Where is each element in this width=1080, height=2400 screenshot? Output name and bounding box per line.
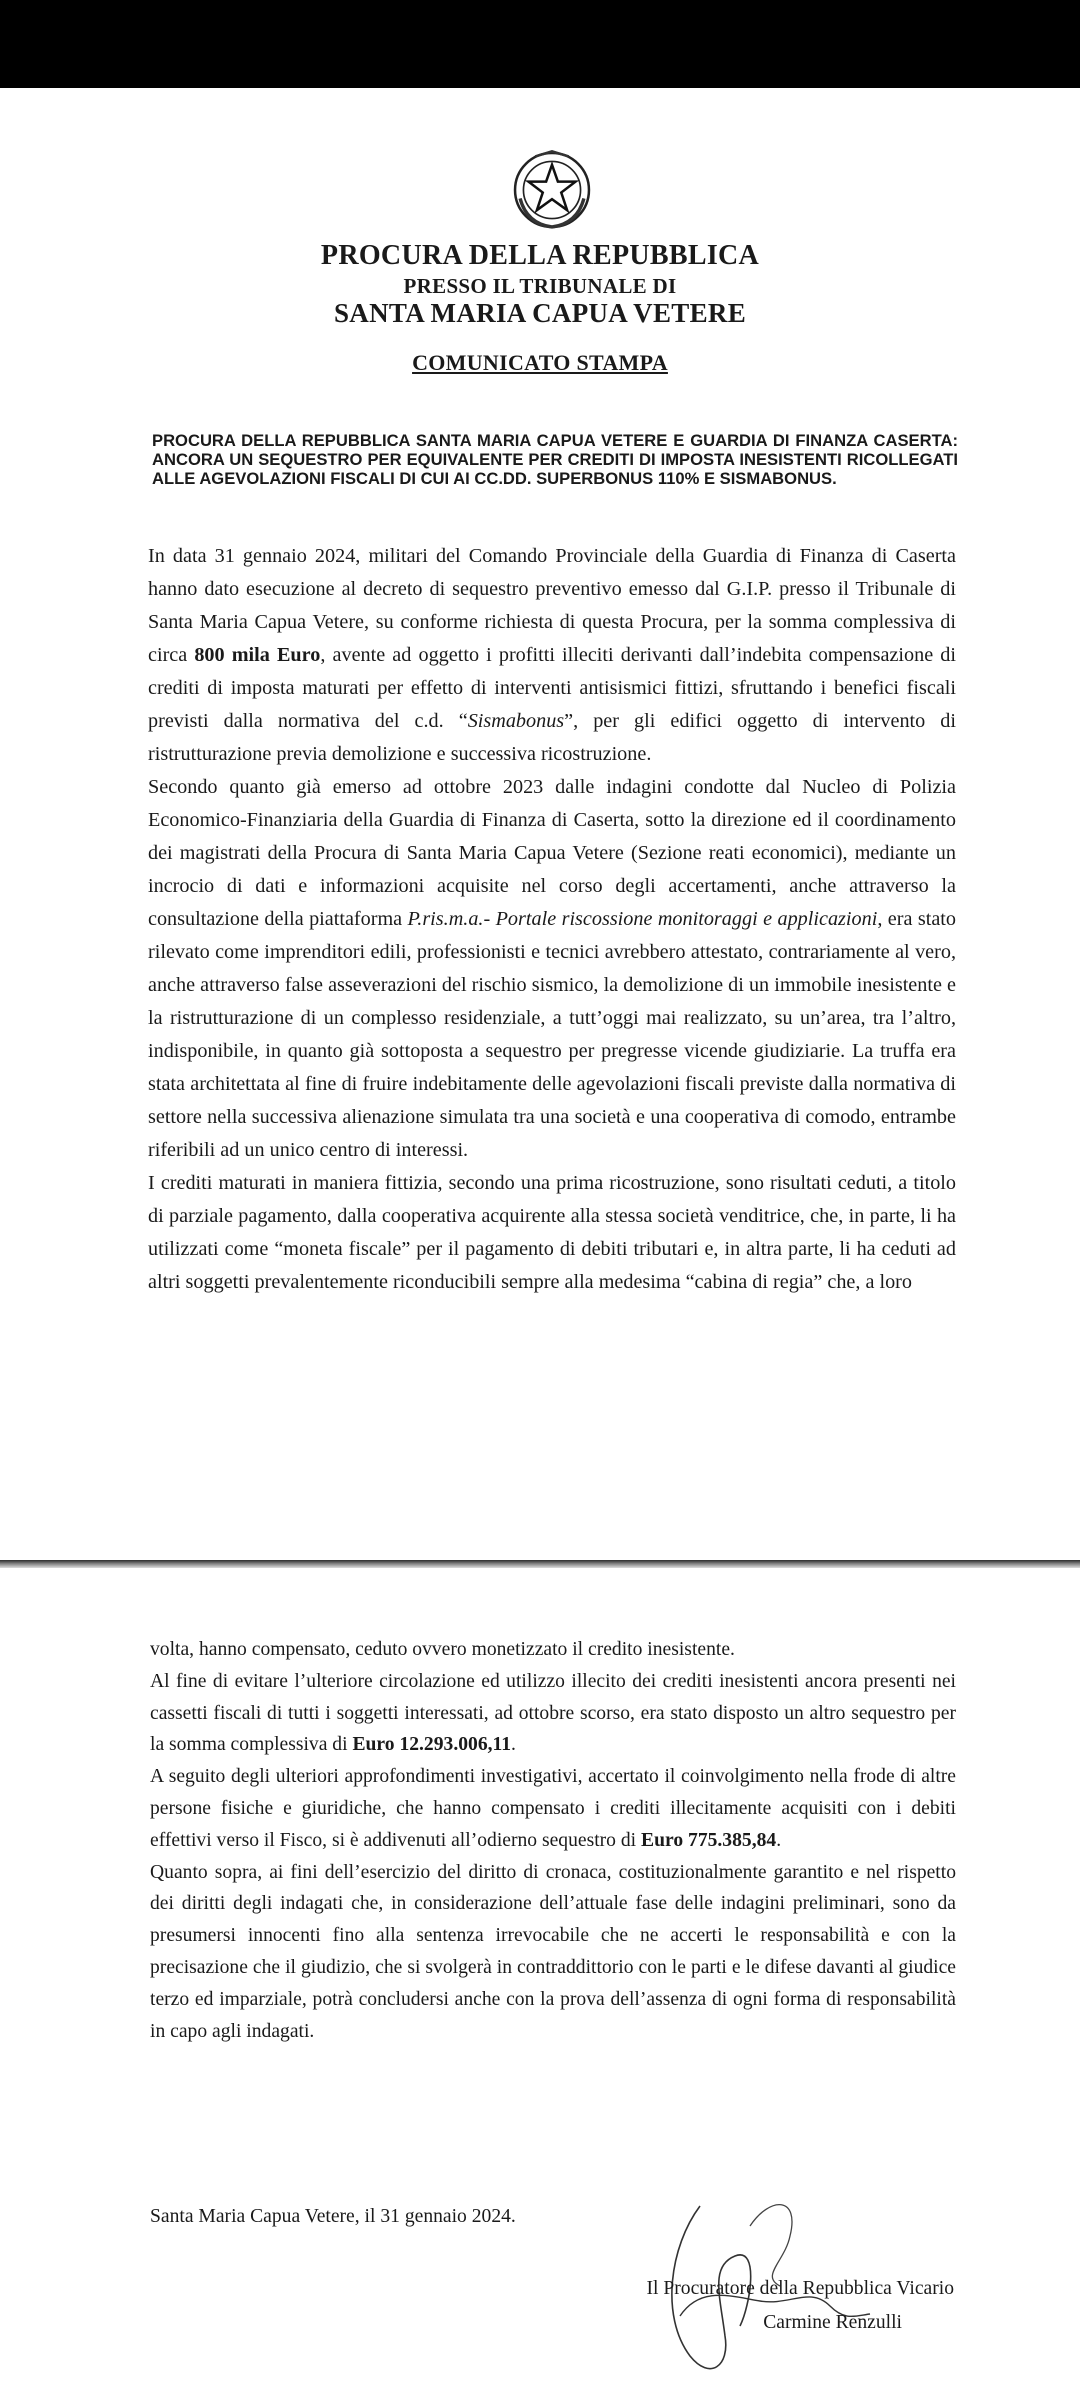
amount-highlight: Euro 775.385,84 — [641, 1829, 777, 1851]
paragraph-6: Quanto sopra, ai fini dell’esercizio del diritto di cronaca, costituzionalmente garantito e nel rispetto dei diritti degli indagati che, in considerazione dell’attuale fase delle indagini preliminari, sono da presumersi innocenti fino alla sentenza irrevocabile che ne accerti le responsabilità e con la precisazione che il giudizio, che si svolgerà in contraddittorio con le parti e le difese davanti al giudice terzo ed imparziale, potrà concludersi anche con la prova dell’assenza di ogni forma di responsabilità in capo agli indagati. — [150, 1861, 956, 2042]
page-separator — [0, 1560, 1080, 1568]
document-page-2 — [0, 1568, 1080, 2400]
paragraph-1: In data 31 gennaio 2024, militari del Comando Provinciale della Guardia di Finanza di Caserta hanno dato esecuzione al decreto di sequestro preventivo emesso dal G.I.P. presso il Tribunale di Santa Maria Capua Vetere, su conforme richiesta di questa Procura, per la somma complessiva di circa 800 mila Euro, avente ad oggetto i profitti illeciti derivanti dall’indebita compensazione di crediti di imposta maturati per effetto di interventi antisismici fittizi, sfruttando i benefici fiscali previsti dalla normativa del c.d. “Sismabonus”, per gli edifici oggetto di intervento di ristrutturazione previa demolizione e successiva ricostruzione. — [148, 545, 956, 765]
body-text-page-1 — [148, 540, 956, 1299]
paragraph-2: Secondo quanto già emerso ad ottobre 2023 dalle indagini condotte dal Nucleo di Polizia Economico-Finanziaria della Guardia di Finanza di Caserta, sotto la direzione ed il coordinamento dei magistrati della Procura di Santa Maria Capua Vetere (Sezione reati economici), mediante un incrocio di dati e informazioni acquisite nel corso degli accertamenti, anche attraverso la consultazione della piattaforma P.ris.m.a.- Portale riscossione monitoraggi e applicazioni, era stato rilevato come imprenditori edili, professionisti e tecnici avrebbero attestato, contrariamente al vero, anche attraverso false asseverazioni del rischio sismico, la demolizione di un immobile inesistente e la ristrutturazione di un complesso residenziale, a tutt’oggi mai realizzato, su un’area, tra l’altro, indisponibile, in quanto già sottoposta a sequestro per pregresse vicende giudiziarie. La truffa era stata architettata al fine di fruire indebitamente delle agevolazioni fiscali previste dalla normativa di settore nella successiva alienazione simulata tra una società e una cooperativa di comodo, entrambe riferibili ad un unico centro di interessi. — [148, 776, 956, 1161]
amount-highlight: Euro 12.293.006,11 — [352, 1734, 512, 1756]
document-type-title: COMUNICATO STAMPA — [412, 350, 668, 375]
amount-highlight: 800 mila Euro — [194, 644, 321, 666]
signatory-title: Il Procuratore della Repubblica Vicario — [646, 2278, 954, 2299]
document-page-1 — [0, 88, 1080, 1563]
office-name-line2: PRESSO IL TRIBUNALE DI — [403, 274, 677, 298]
paragraph-4: Al fine di evitare l’ulteriore circolazione ed utilizzo illecito dei crediti inesistenti ancora presenti nei cassetti fiscali di tutti i soggetti interessati, ad ottobre scorso, era stato disposto un altro sequestro per la somma complessiva di Euro 12.293.006,11. — [150, 1670, 956, 1756]
body-text-page-2 — [150, 1634, 956, 2047]
paragraph-5: A seguito degli ulteriori approfondimenti investigativi, accertato il coinvolgimento nella frode di altre persone fisiche e giuridiche, che hanno compensato i crediti illecitamente acquisiti con i debiti effettivi verso il Fisco, si è addivenuti all’odierno sequestro di Euro 775.385,84. — [150, 1766, 956, 1851]
office-name-line1: PROCURA DELLA REPUBBLICA — [320, 240, 760, 271]
press-release-subject: PROCURA DELLA REPUBBLICA SANTA MARIA CAPUA VETERE E GUARDIA DI FINANZA CASERTA: ANCORA UN SEQUESTRO PER EQUIVALENTE PER CREDITI DI IMPOSTA INESISTENTI RICOLLEGATI ALLE AGEVOLAZIONI FISCALI DI CUI AI CC.DD. SUPERBONUS 110% E SISMABONUS. — [152, 431, 958, 488]
paragraph-3-continued: volta, hanno compensato, ceduto ovvero monetizzato il credito inesistente. — [150, 1639, 735, 1660]
dateline: Santa Maria Capua Vetere, il 31 gennaio 2024. — [150, 2206, 516, 2227]
signatory-name: Carmine Renzulli — [763, 2312, 902, 2333]
paragraph-3: I crediti maturati in maniera fittizia, secondo una prima ricostruzione, sono risultati ceduti, a titolo di parziale pagamento, dalla cooperativa acquirente alla stessa società venditrice, che, in parte, li ha utilizzati come “moneta fiscale” per il pagamento di debiti tributari e, in altra parte, li ha ceduti ad altri soggetti prevalentemente riconducibili sempre alla medesima “cabina di regia” che, a loro — [148, 1172, 956, 1293]
office-name-line3: SANTA MARIA CAPUA VETERE — [333, 298, 746, 328]
italian-republic-emblem-icon — [510, 148, 594, 232]
top-black-bar — [0, 0, 1080, 88]
